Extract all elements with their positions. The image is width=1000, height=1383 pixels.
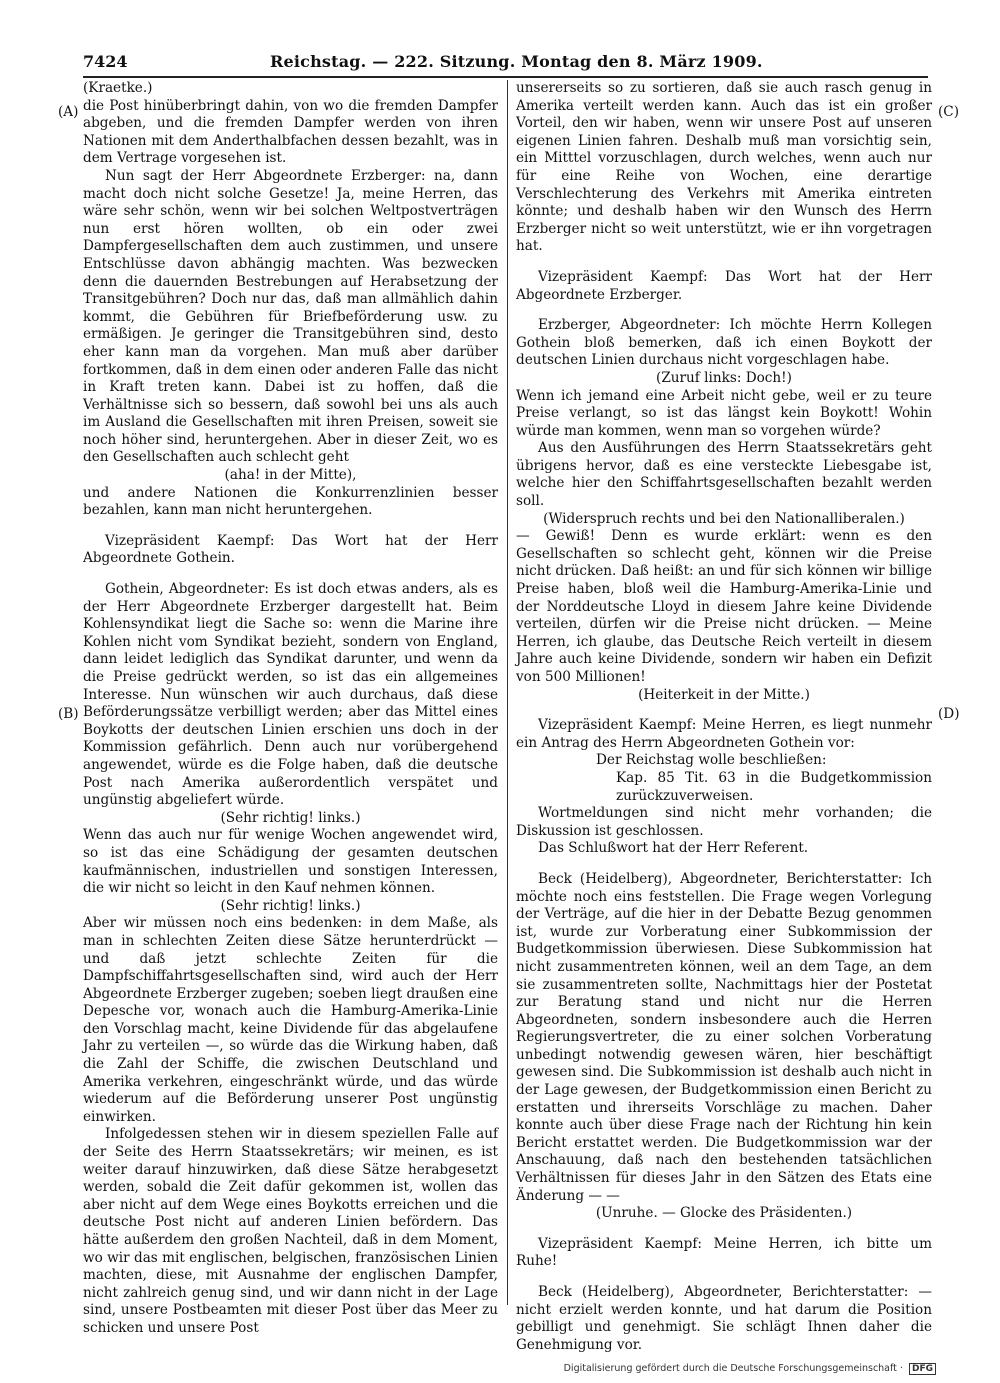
paragraph: — Gewiß! Denn es wurde erklärt: wenn es den Gesellschaften so schlecht geht, können wir die Preise nicht drücken. Daß heißt: an und für sich können wir billige Preise haben, bloß weil die Hamburg-Amerika-Linie und der Norddeutsche Lloyd in diesem Jahre keine Dividende verteilen, dürfen wir die Preise nicht drücken. — Meine Herren, ich glaube, das Deutsche Reich verteilt in diesem Jahre auch keine Dividende, sondern wir haben ein Defizit von 500 Millionen! bbox=[516, 528, 932, 685]
interjection: (Widerspruch rechts und bei den Nationalliberalen.) bbox=[543, 510, 905, 527]
paragraph: Aus den Ausführungen des Herrn Staatssekretärs geht übrigens hervor, daß es eine versteckte Liebesgabe ist, welche hier den Schiffahrtsgesellschaften bezahlt werden soll. bbox=[516, 440, 932, 510]
paragraph: Aber wir müssen noch eins bedenken: in dem Maße, als man in schlechten Zeiten diese Sätze herunterdrückt — und daß jetzt schlechte Zeiten für die Dampfschiffahrtsgesellschaften sind, wird auch der Herr Abgeordnete Erzberger zugeben; soeben liegt draußen eine Depesche vor, wonach auch die Hamburg-Amerika-Linie den Vorschlag macht, keine Dividende für das abgelaufene Jahr zu verteilen —, so würde das die Wirkung haben, daß die Zahl der Schiffe, die zwischen Deutschland und Amerika verkehren, eingeschränkt würde, und das würde wiederum auf die Beförderung unserer Post ungünstig einwirken. bbox=[83, 915, 498, 1125]
paragraph: und andere Nationen die Konkurrenzlinien besser bezahlen, kann man nicht heruntergehen. bbox=[83, 484, 498, 519]
motion-heading: Der Reichstag wolle beschließen: bbox=[596, 752, 827, 769]
interjection: (Heiterkeit in der Mitte.) bbox=[638, 686, 810, 703]
column-divider bbox=[507, 80, 508, 1305]
paragraph: unsererseits so zu sortieren, daß sie auch rasch genug in Amerika verteilt werden kann. Auch das ist ein großer Vorteil, den wir haben, wenn wir unsere Post auf unseren eigenen Linien fahren. Deshalb muß man vorsichtig sein, ein Mitttel vorzuschlagen, durch welches, wenn auch nur für eine Reihe von Wochen, eine derartige Verschlechterung des Verkehrs mit Amerika eintreten könnte; und deshalb haben wir den Wunsch des Herrn Erzberger nicht so weit unterstützt, wie er ihn vorgetragen hat. bbox=[516, 80, 932, 255]
right-column bbox=[516, 80, 932, 1353]
speech-erzberger: Erzberger, Abgeordneter: Ich möchte Herrn Kollegen Gothein bloß bemerken, daß ich einen Boykott der deutschen Linien durchaus nicht vorgeschlagen habe. bbox=[516, 317, 932, 369]
paragraph: Nun sagt der Herr Abgeordnete Erzberger: na, dann macht doch nicht solche Gesetze! Ja, meine Herren, das wäre sehr schön, wenn wir bei solchen Weltpostverträgen nun erst hören wollten, ob ein oder zwei Dampfergesellschaften dem auch zustimmen, und unsere Entschlüsse davon abhängig machten. Was bezwecken denn die dauernden Bestrebungen auf Herabsetzung der Transitgebühren? Doch nur das, daß man allmählich dahin kommt, die Gebühren für Briefbeförderung usw. zu ermäßigen. Je geringer die Transitgebühren sind, desto eher kann man da vorgehen. Man muß aber darüber fortkommen, daß in dem einen oder anderen Falle das nicht in Kraft treten kann. Dabei ist zu hoffen, daß die Verhältnisse sich so bessern, daß sowohl bei uns als auch im Ausland die Gesellschaften mit ihren Preisen, soweit sie noch höher sind, heruntergehen. Aber in dieser Zeit, wo es den Gesellschaften auch schlecht geht bbox=[83, 167, 498, 466]
margin-mark-b: (B) bbox=[58, 706, 79, 722]
margin-mark-a: (A) bbox=[58, 104, 79, 120]
margin-mark-c: (C) bbox=[938, 104, 960, 120]
dfg-logo: DFG bbox=[909, 1363, 936, 1375]
interjection: (aha! in der Mitte), bbox=[224, 467, 357, 484]
president-remark: Vizepräsident Kaempf: Meine Herren, ich bitte um Ruhe! bbox=[516, 1235, 932, 1270]
president-remark: Vizepräsident Kaempf: Meine Herren, es liegt nunmehr ein Antrag des Herrn Abgeordneten Gothein vor: bbox=[516, 717, 932, 751]
president-remark: Vizepräsident Kaempf: Das Wort hat der Herr Abgeordnete Gothein. bbox=[83, 532, 498, 567]
motion-text: Kap. 85 Tit. 63 in die Budgetkommission zurückzuverweisen. bbox=[616, 769, 932, 804]
interjection: (Zuruf links: Doch!) bbox=[656, 369, 792, 386]
president-remark: Vizepräsident Kaempf: Das Wort hat der Herr Abgeordnete Erzberger. bbox=[516, 268, 932, 303]
speaker-continuation-label: (Kraetke.) bbox=[83, 80, 153, 96]
footer-text: Digitalisierung gefördert durch die Deutsche Forschungsgemeinschaft · bbox=[563, 1363, 903, 1374]
speech-beck: Beck (Heidelberg), Abgeordneter, Berichterstatter: Ich möchte noch eins feststellen. Die Frage wegen Vorlegung der Verträge, auf die hier in der Debatte Bezug genommen ist, wurde zur Vorberatung einer Subkommission der Budgetkommission überwiesen. Diese Subkommission hat nicht zusammentreten können, weil an dem Tage, an dem sie zusammentreten sollte, Nachmittags hier der Postetat zur Beratung stand und nicht nur die Herren Abgeordneten, sondern insbesondere auch die Herren Regierungsvertreter, die zu einer solchen Vorberatung unbedingt notwendig gewesen wären, hier beschäftigt gewesen sind. Die Subkommission ist deshalb auch nicht in der Lage gewesen, der Budgetkommission einen Bericht zu erstatten und ihrerseits Vorschläge zu machen. Daher konnte auch über diese Frage nach der Richtung hin kein Bericht erstattet werden. Die Budgetkommission war der Anschauung, daß nach den bestehenden tatsächlichen Verhältnissen für dieses Jahr in den Sätzen des Etats eine Änderung — — bbox=[516, 870, 932, 1204]
speech-beck: Beck (Heidelberg), Abgeordneter, Berichterstatter: — nicht erzielt werden konnte, und hat darum die Position gebilligt und genehmigt. Sie schlägt Ihnen daher die Genehmigung vor. bbox=[516, 1284, 932, 1353]
page-number: 7424 bbox=[83, 52, 128, 71]
interjection: (Unruhe. — Glocke des Präsidenten.) bbox=[595, 1205, 853, 1222]
margin-mark-d: (D) bbox=[938, 706, 960, 722]
running-title: Reichstag. — 222. Sitzung. Montag den 8. März 1909. bbox=[270, 52, 763, 71]
paragraph: Wenn das auch nur für wenige Wochen angewendet wird, so ist das eine Schädigung der gesamten deutschen kaufmännischen, industriellen und sonstigen Interessen, die wir nicht so leicht in den Kauf nehmen können. bbox=[83, 827, 498, 897]
interjection: (Sehr richtig! links.) bbox=[220, 897, 361, 914]
footer-credit bbox=[564, 1363, 936, 1375]
paragraph: Das Schlußwort hat der Herr Referent. bbox=[538, 840, 809, 857]
paragraph: Infolgedessen stehen wir in diesem speziellen Falle auf der Seite des Herrn Staatssekretärs; wir meinen, es ist weiter darauf hinzuwirken, daß diese Sätze herabgesetzt werden, sobald die Zeit dafür gekommen ist, wollen das aber nicht auf dem Wege eines Boykotts erreichen und die deutsche Post nicht auf anderen Linien befördern. Das hätte außerdem den großen Nachteil, daß in dem Moment, wo wir das mit englischen, belgischen, französischen Linien machten, diese, mit Ausnahme der englischen Dampfer, nicht zahlreich genug sind, und wir dann nicht in der Lage sind, unsere Postbeamten mit dieser Post über das Meer zu schicken und unsere Post bbox=[83, 1126, 498, 1336]
speech-gothein: Gothein, Abgeordneter: Es ist doch etwas anders, als es der Herr Abgeordnete Erzberger dargestellt hat. Beim Kohlensyndikat liegt die Sache so: wenn die Marine ihre Kohlen nicht vom Syndikat bezieht, sondern von England, dann leidet lediglich das Syndikat darunter, und wenn da die Preise gedrückt werden, so ist das ein allgemeines Interesse. Nun wünschen wir auch durchaus, daß diese Beförderungssätze verbilligt werden; aber das Mittel eines Boykotts der deutschen Linien erschien uns doch in der Kommission gefährlich. Denn auch nur vorübergehend angewendet, würde es die Folge haben, daß die deutsche Post nach Amerika außerordentlich verspätet und ungünstig abgeliefert würde. bbox=[83, 581, 498, 809]
paragraph: Wenn ich jemand eine Arbeit nicht gebe, weil er zu teure Preise verlangt, so ist das längst kein Boykott! Wohin würde man kommen, wenn man so vorgehen würde? bbox=[516, 387, 932, 439]
interjection: (Sehr richtig! links.) bbox=[220, 809, 361, 826]
header-rule bbox=[83, 76, 928, 78]
paragraph: die Post hinüberbringt dahin, von wo die fremden Dampfer abgeben, und die fremden Dampfer werden von ihren Nationen mit dem Anderthalbfachen dessen bezahlt, was in dem Vertrage vorgesehen ist. bbox=[83, 97, 498, 167]
left-column bbox=[83, 80, 498, 1336]
paragraph: Wortmeldungen sind nicht mehr vorhanden; die Diskussion ist geschlossen. bbox=[516, 805, 932, 839]
